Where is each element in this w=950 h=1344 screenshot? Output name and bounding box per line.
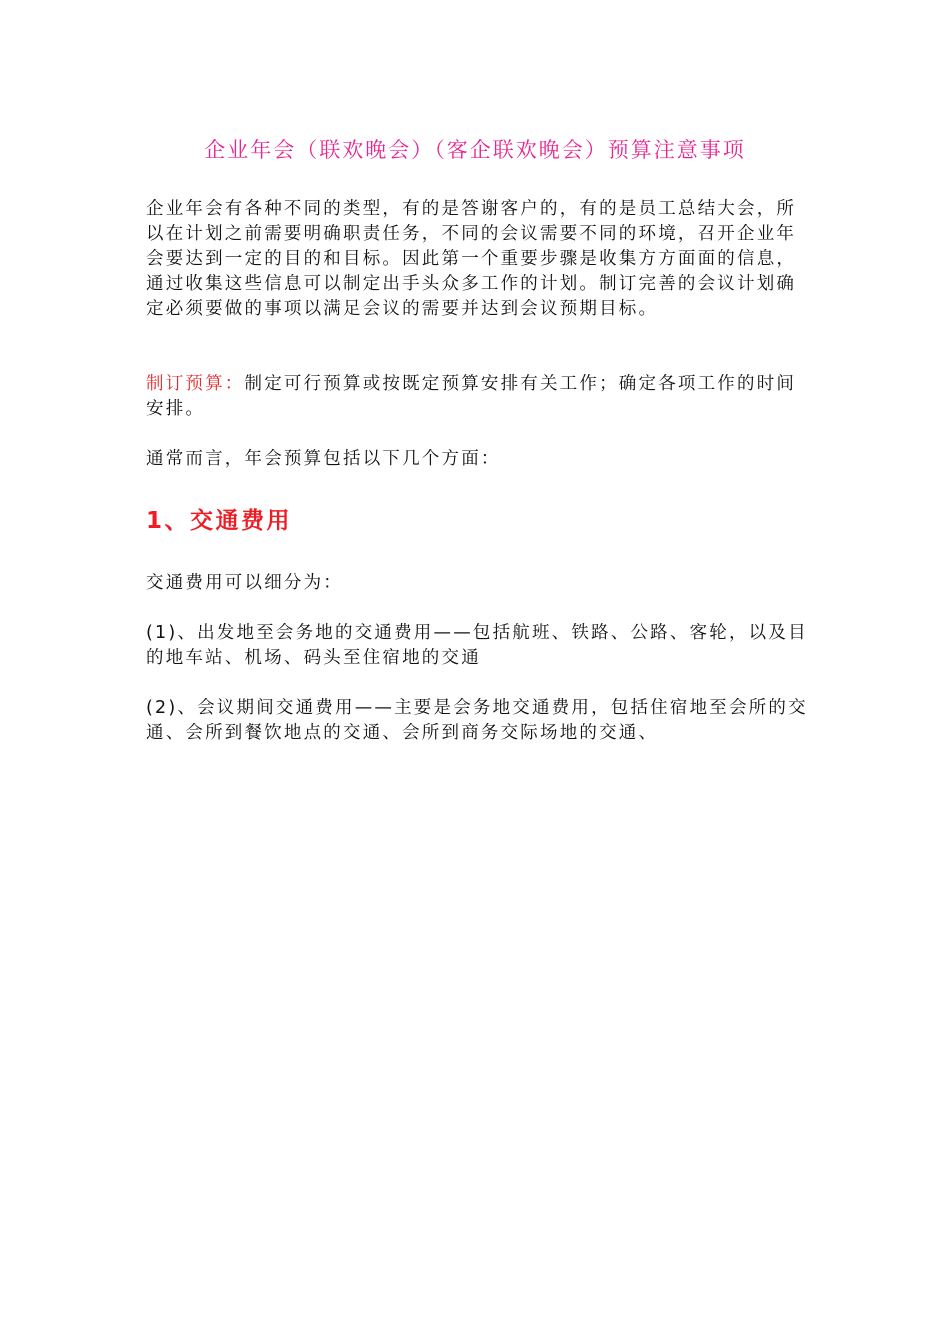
document-title: 企业年会（联欢晚会）（客企联欢晚会）预算注意事项 <box>204 138 746 162</box>
intro-paragraph: 企业年会有各种不同的类型，有的是答谢客户的，有的是员工总结大会，所以在计划之前需要明确职责任务，不同的会议需要不同的环境，召开企业年会要达到一定的目的和目标。因此第一个重要步骤是收集方方面面的信息，通过收集这些信息可以制定出手头众多工作的计划。制订完善的会议计划确定必须要做的事项以满足会议的需要并达到会议预期目标。 <box>146 199 797 319</box>
budget-plan-paragraph <box>146 372 810 422</box>
section-heading-transport: 1、交通费用 <box>146 508 293 534</box>
budget-plan-text: 制定可行预算或按既定预算安排有关工作；确定各项工作的时间安排。 <box>146 374 797 419</box>
transport-subtitle: 交通费用可以细分为： <box>146 573 343 593</box>
transport-item-1: (1)、出发地至会务地的交通费用——包括航班、铁路、公路、客轮，以及目的地车站、机场、码头至住宿地的交通 <box>146 623 808 668</box>
budget-overview-paragraph: 通常而言，年会预算包括以下几个方面： <box>146 449 501 469</box>
budget-plan-label: 制订预算： <box>146 374 245 394</box>
transport-item-2: (2)、会议期间交通费用——主要是会务地交通费用，包括住宿地至会所的交通、会所到餐饮地点的交通、会所到商务交际场地的交通、 <box>146 698 808 743</box>
